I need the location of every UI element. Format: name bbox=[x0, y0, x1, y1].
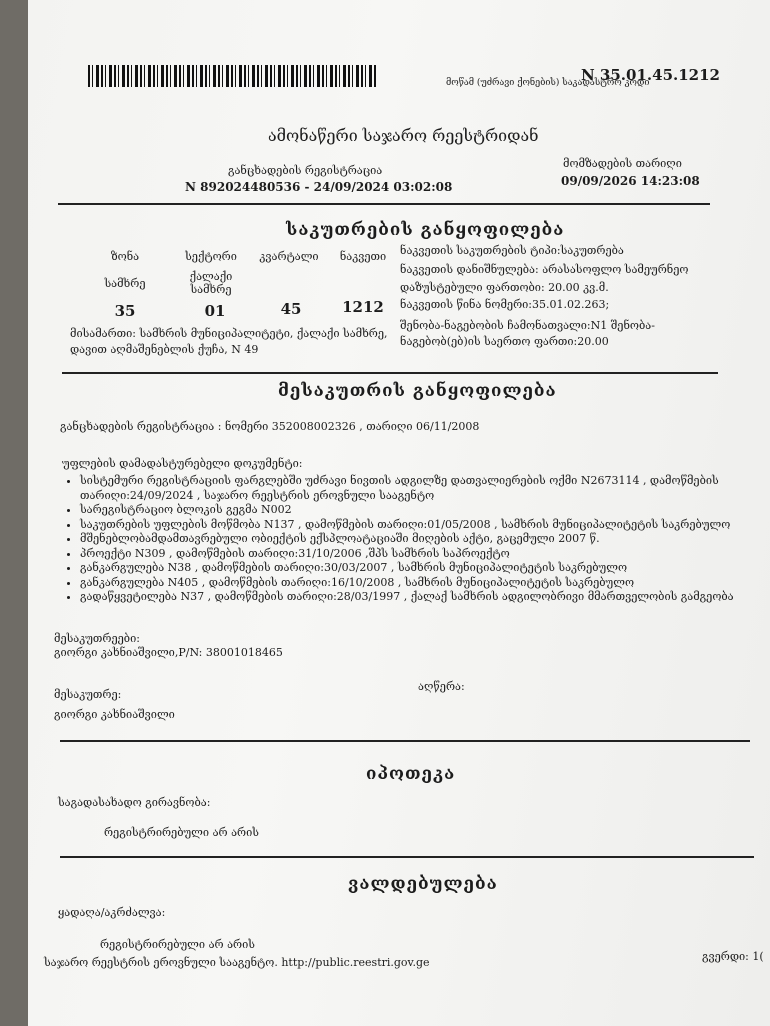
owners-value: გიორგი კახნიაშვილი,P/N: 38001018465 bbox=[54, 646, 283, 659]
document-item: • სისტემური რეგისტრაციის ფარგლებში უძრავი ნივთის ადგილზე დათვალიერების ოქმი N2673114 , დამოწმების თარიღი:24/09/2024 , საჯარო რეესტრის ეროვნული სააგენტო bbox=[80, 474, 760, 503]
parcel-header: ნაკვეთი bbox=[339, 250, 387, 263]
sector-number: 01 bbox=[204, 302, 226, 320]
property-address: მისამართი: სამხრის მუნიციპალიტეტი, ქალაქი სამხრე, დავით აღმაშენებლის ქუჩა, N 49 bbox=[70, 327, 388, 356]
document-item: • გადაწყვეტილება N37 , დამოწმების თარიღი:28/03/1997 , ქალაქ სამხრის ადგილობრივი მმართველობის გამგეობა bbox=[80, 590, 760, 605]
owners-label: მესაკუთრეები: bbox=[54, 632, 140, 645]
document-title: ამონაწერი საჯარო რეესტრიდან bbox=[268, 126, 539, 145]
document-item: • განკარგულება N405 , დამოწმების თარიღი:16/10/2008 , სამხრის მუნიციპალიტეტის საკრებულო bbox=[80, 576, 760, 591]
mortgage-label: საგადასახადო გირავნობა: bbox=[58, 796, 211, 809]
zone-header: ზონა bbox=[110, 250, 140, 263]
quarter-header: კვარტალი bbox=[259, 250, 319, 263]
obligation-label: ყადაღა/აკრძალვა: bbox=[58, 906, 166, 919]
document-page bbox=[28, 0, 770, 1026]
document-item: • პროექტი N309 , დამოწმების თარიღი:31/10/2006 ,შპს სამხრის საპროექტო bbox=[80, 547, 760, 562]
divider bbox=[60, 740, 750, 742]
registration-label: განცხადების რეგისტრაცია bbox=[228, 164, 383, 177]
mortgage-section-title: იპოთეკა bbox=[366, 764, 456, 784]
cadastral-code: N 35.01.45.1212 bbox=[581, 66, 720, 84]
owner-label: მესაკუთრე: bbox=[54, 688, 122, 701]
prepared-label: მომზადების თარიღი bbox=[563, 157, 682, 170]
parcel-number: 1212 bbox=[342, 298, 384, 316]
description-label: აღწერა: bbox=[418, 680, 465, 693]
zone-number: 35 bbox=[114, 302, 136, 320]
ownership-type: ნაკვეთის საკუთრების ტიპი:საკუთრება bbox=[400, 244, 624, 257]
page-number: გვერდი: 1( bbox=[702, 950, 764, 963]
document-item: • განკარგულება N38 , დამოწმების თარიღი:30/03/2007 , სამხრის მუნიციპალიტეტის საკრებულო bbox=[80, 561, 760, 576]
obligation-value: რეგისტრირებული არ არის bbox=[100, 938, 255, 951]
document-item: • საკუთრების უფლების მოწმობა N137 , დამოწმების თარიღი:01/05/2008 , სამხრის მუნიციპალიტეტის საკრებულო bbox=[80, 518, 760, 533]
registration-value: N 892024480536 - 24/09/2024 03:02:08 bbox=[185, 180, 453, 194]
building-list: შენობა-ნაგებობის ჩამონათვალი:N1 შენობა-ნაგებობ(ებ)ის საერთო ფართი:20.00 bbox=[400, 319, 655, 348]
sector-header: სექტორი bbox=[185, 250, 237, 263]
document-item: • სარეგისტრაციო ბლოკის გეგმა N002 bbox=[80, 503, 760, 518]
documents-list bbox=[58, 474, 760, 605]
divider bbox=[58, 203, 710, 205]
property-section-title: საკუთრების განყოფილება bbox=[286, 220, 565, 240]
barcode bbox=[88, 65, 378, 87]
sector-name: ქალაქი სამხრე bbox=[189, 270, 233, 296]
owner-registration: განცხადების რეგისტრაცია : ნომერი 352008002326 , თარიღი 06/11/2008 bbox=[60, 420, 480, 433]
obligation-section-title: ვალდებულება bbox=[348, 874, 498, 894]
owner-value: გიორგი კახნიაშვილი bbox=[54, 708, 175, 721]
divider bbox=[60, 856, 754, 858]
documents-label: უფლების დამადასტურებელი დოკუმენტი: bbox=[62, 457, 303, 470]
owner-section-title: მესაკუთრის განყოფილება bbox=[278, 381, 557, 401]
mortgage-value: რეგისტრირებული არ არის bbox=[104, 826, 259, 839]
document-item: • მშენებლობამდამთავრებული ობიექტის ექსპლოატაციაში მიღების აქტი, გაცემული 2007 წ. bbox=[80, 532, 760, 547]
footer-agency: საჯარო რეესტრის ეროვნული სააგენტო. http://public.reestri.gov.ge bbox=[44, 956, 430, 969]
parcel-purpose: ნაკვეთის დანიშნულება: არასასოფლო სამეურნეო bbox=[400, 263, 689, 276]
cadastral-code-label: მოწამ (უძრავი ქონების) საკადასტრო კოდი bbox=[446, 78, 650, 88]
prepared-date: 09/09/2026 14:23:08 bbox=[561, 174, 700, 188]
previous-number: ნაკვეთის წინა ნომერი:35.01.02.263; bbox=[400, 298, 610, 311]
quarter-number: 45 bbox=[280, 300, 302, 318]
parcel-area: დაზუსტებული ფართობი: 20.00 კვ.მ. bbox=[400, 281, 609, 294]
zone-name: სამხრე bbox=[104, 277, 146, 290]
divider bbox=[62, 372, 718, 374]
